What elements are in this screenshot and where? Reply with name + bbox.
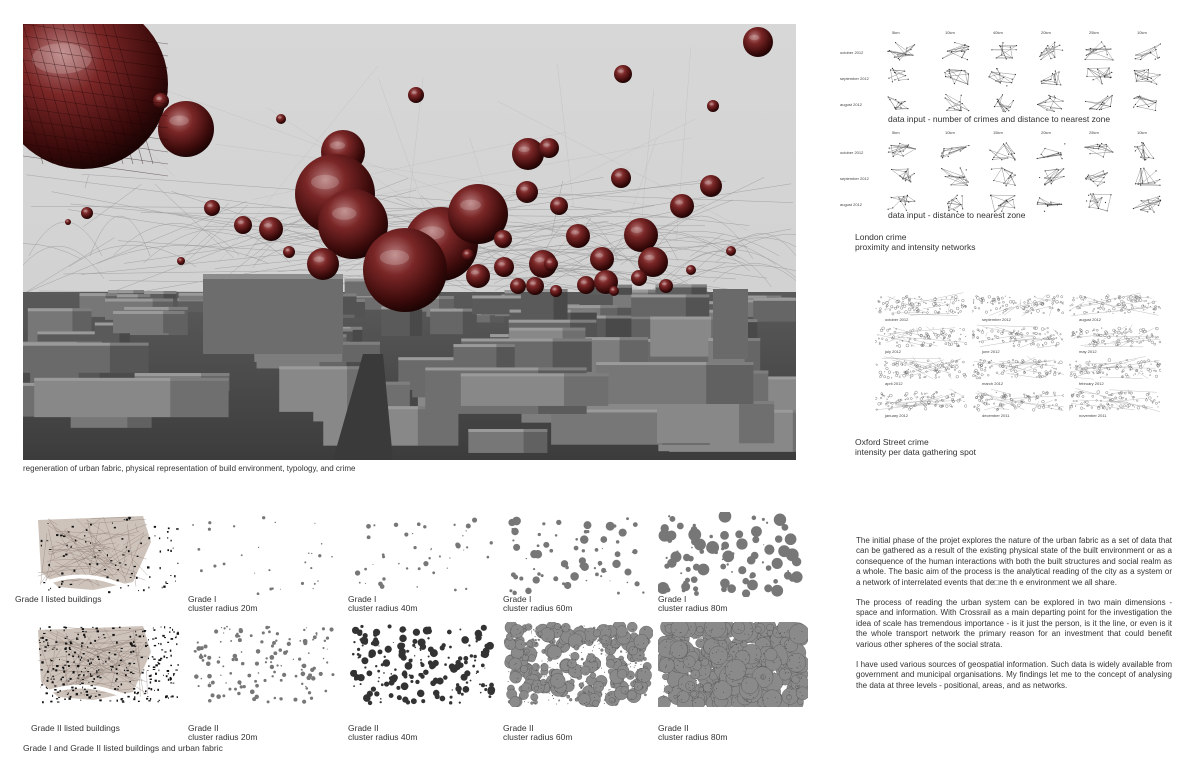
network-thumbnail — [1079, 90, 1119, 116]
oxford-thumbnail — [972, 388, 1064, 412]
grid-column-label: 25km — [1089, 30, 1099, 35]
oxford-subtitle: intensity per data gathering spot — [855, 447, 976, 457]
grade-map-label: Grade II — [658, 723, 689, 733]
oxford-month-label: august 2012 — [1079, 317, 1102, 322]
oxford-title: Oxford Street crime — [855, 437, 929, 447]
network-thumbnail — [882, 64, 922, 90]
network-thumbnail — [1127, 138, 1167, 164]
network-thumbnail — [1079, 64, 1119, 90]
grade-1-cluster-map — [188, 512, 338, 597]
network-thumbnail — [882, 164, 922, 190]
grade-2-base-map — [33, 622, 183, 707]
crime-network-grid — [840, 30, 1180, 260]
grade-map-label: Grade II — [503, 723, 534, 733]
network-thumbnail — [983, 90, 1023, 116]
oxford-thumbnail — [1069, 356, 1161, 380]
network-thumbnail — [935, 90, 975, 116]
grid-column-label: 5km — [892, 130, 900, 135]
grade-map-sublabel: cluster radius 20m — [188, 732, 258, 742]
network-thumbnail — [1031, 138, 1071, 164]
oxford-thumbnail — [875, 292, 967, 316]
network-thumbnail — [983, 164, 1023, 190]
paragraph-3: I have used various sources of geospatial information. Such data is widely available from government and municipal organisations. My findings let me to the concept of analysing the data at three levels - positional, areas, and as networks. — [856, 660, 1172, 690]
oxford-month-label: october 2012 — [885, 317, 909, 322]
grade-maps — [15, 510, 813, 760]
network-thumbnail — [935, 138, 975, 164]
oxford-thumbnail — [1069, 324, 1161, 348]
grid-column-label: 25km — [1089, 130, 1099, 135]
render-image — [23, 24, 796, 460]
oxford-thumbnail — [1069, 292, 1161, 316]
grade-2-cluster-map — [188, 622, 338, 707]
grid-row-label: august 2012 — [840, 202, 863, 207]
grid-top-caption: data input - number of crimes and distance to nearest zone — [888, 114, 1111, 124]
grid-column-label: 10km — [945, 130, 955, 135]
network-thumbnail — [983, 38, 1023, 64]
oxford-thumbnail — [875, 388, 967, 412]
oxford-month-label: july 2012 — [885, 349, 902, 354]
grade-map-label: Grade I — [503, 594, 532, 604]
network-thumbnail — [983, 138, 1023, 164]
oxford-thumbnail — [972, 324, 1064, 348]
description-text — [856, 536, 1172, 691]
network-thumbnail — [882, 138, 922, 164]
network-thumbnail — [1079, 138, 1119, 164]
network-thumbnail — [1031, 38, 1071, 64]
network-thumbnail — [935, 164, 975, 190]
oxford-thumbnail — [875, 356, 967, 380]
grade-map-label: Grade I — [658, 594, 687, 604]
grade-map-sublabel: cluster radius 80m — [658, 603, 728, 613]
grade-1-cluster-map — [658, 512, 808, 597]
oxford-thumbnail — [875, 324, 967, 348]
grade-map-label: Grade II — [188, 723, 219, 733]
network-thumbnail — [1127, 190, 1167, 216]
network-thumbnail — [1127, 164, 1167, 190]
grid-row-label: september 2012 — [840, 76, 869, 81]
network-thumbnail — [1079, 190, 1119, 216]
grid-bottom-caption: data input - distance to nearest zone — [888, 210, 1026, 220]
oxford-thumbnail — [1069, 388, 1161, 412]
render-caption: regeneration of urban fabric, physical representation of build environment, typology, and crime — [23, 464, 356, 473]
grid-column-label: 10km — [1137, 30, 1147, 35]
grade-map-sublabel: cluster radius 60m — [503, 732, 573, 742]
grade-map-label: Grade II listed buildings — [31, 723, 120, 733]
grade-map-sublabel: cluster radius 40m — [348, 732, 418, 742]
oxford-month-label: january 2012 — [885, 413, 909, 418]
oxford-month-label: september 2012 — [982, 317, 1011, 322]
grid-row-label: october 2012 — [840, 150, 864, 155]
grid-column-label: 20km — [1041, 30, 1051, 35]
network-thumbnail — [1079, 38, 1119, 64]
london-crime-subtitle: proximity and intensity networks — [855, 242, 976, 252]
network-thumbnail — [1031, 164, 1071, 190]
oxford-month-label: april 2012 — [885, 381, 903, 386]
grid-column-label: 10km — [1137, 130, 1147, 135]
oxford-month-label: march 2012 — [982, 381, 1004, 386]
grade-map-label: Grade II — [348, 723, 379, 733]
grid-row-label: september 2012 — [840, 176, 869, 181]
network-thumbnail — [1127, 38, 1167, 64]
grade-2-cluster-map — [658, 622, 808, 707]
grade-map-sublabel: cluster radius 80m — [658, 732, 728, 742]
network-thumbnail — [882, 38, 922, 64]
network-thumbnail — [935, 64, 975, 90]
grade-map-label: Grade I — [188, 594, 217, 604]
grade-1-base-map — [33, 512, 183, 597]
grid-column-label: 40km — [993, 30, 1003, 35]
grid-row-label: august 2012 — [840, 102, 863, 107]
london-crime-title: London crime — [855, 232, 907, 242]
grades-caption: Grade I and Grade II listed buildings and urban fabric — [23, 743, 223, 753]
grade-map-sublabel: cluster radius 20m — [188, 603, 258, 613]
grid-column-label: 20km — [1041, 130, 1051, 135]
grade-map-sublabel: cluster radius 40m — [348, 603, 418, 613]
grade-2-cluster-map — [348, 622, 498, 707]
network-thumbnail — [1031, 190, 1071, 216]
grade-map-sublabel: cluster radius 60m — [503, 603, 573, 613]
grid-column-label: 15km — [993, 130, 1003, 135]
grade-1-cluster-map — [503, 512, 653, 597]
oxford-street-grid — [855, 292, 1175, 462]
grid-column-label: 5km — [892, 30, 900, 35]
oxford-month-label: february 2012 — [1079, 381, 1104, 386]
oxford-month-label: may 2012 — [1079, 349, 1097, 354]
grade-map-label: Grade I — [348, 594, 377, 604]
network-thumbnail — [1079, 164, 1119, 190]
grid-number-of-crimes — [840, 30, 1180, 114]
network-thumbnail — [1127, 64, 1167, 90]
oxford-month-label: june 2012 — [982, 349, 1000, 354]
oxford-month-label: december 2011 — [982, 413, 1010, 418]
paragraph-2: The process of reading the urban system can be explored in two main dimensions - space and information. With Crossrail as a main departing point for the investigation the idea of scale has tremendous importance - is it just the person, is it the line, or even is it the whole transport network the primary reason for an investment that could benefit various other spheres of the social strata. — [856, 598, 1172, 649]
oxford-thumbnail — [972, 292, 1064, 316]
network-thumbnail — [1127, 90, 1167, 116]
oxford-thumbnail — [972, 356, 1064, 380]
grade-map-label: Grade I listed buildings — [15, 594, 102, 604]
network-thumbnail — [1031, 64, 1071, 90]
network-thumbnail — [983, 64, 1023, 90]
grade-2-cluster-map — [503, 622, 653, 707]
oxford-month-label: november 2011 — [1079, 413, 1107, 418]
grid-column-label: 10km — [945, 30, 955, 35]
network-thumbnail — [935, 38, 975, 64]
grid-row-label: october 2012 — [840, 50, 864, 55]
network-thumbnail — [1031, 90, 1071, 116]
grade-1-cluster-map — [348, 512, 498, 597]
paragraph-1: The initial phase of the projet explores the nature of the urban fabric as a set of data that can be gathered as a result of the existing physical state of the built environment or as a consequence of the human interactions with both the built structures and social realm as a whole. The basic aim of the process is the analytical reading of the city as a system or a network of interrelated events that de□ne th e environment we all share. — [856, 536, 1172, 587]
urban-render — [23, 24, 796, 460]
network-thumbnail — [882, 90, 922, 116]
grid-distance-to-zone — [840, 130, 1180, 208]
